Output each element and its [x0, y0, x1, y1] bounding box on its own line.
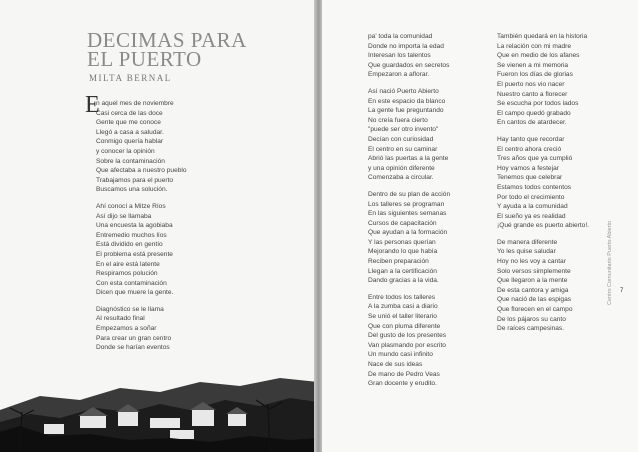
poem-line: Trabajamos para el puerto	[96, 176, 174, 184]
poem-line: El centro en su caminar	[368, 145, 438, 153]
poem-line: Y las personas querían	[368, 238, 436, 246]
stanza	[96, 202, 187, 298]
poem-line: El centro ahora creció	[497, 145, 562, 153]
poem-line: Interesan los talentos	[368, 52, 431, 60]
poem-line: Y ayuda a la comunidad	[497, 203, 568, 211]
poem-line: Yo les quise saludar	[497, 248, 556, 256]
poem-column-left	[96, 99, 187, 360]
poem-line: Empezamos a soñar	[96, 325, 157, 333]
poem-line: Hoy no les voy a cantar	[497, 258, 566, 266]
title-line-2: EL PUERTO	[87, 47, 202, 71]
poem-column-right	[497, 32, 589, 341]
poem-line: ¡Qué grande es puerto abierto!.	[497, 222, 590, 230]
poem-line: Nuestro canto a florecer	[497, 90, 568, 98]
poem-line: Así nació Puerto Abierto	[368, 87, 439, 95]
vertical-caption: Centro Comunitario Puerto Abierto	[607, 220, 613, 305]
poem-line: El sueño ya es realidad	[497, 212, 566, 220]
poem-line: Los talleres se programan	[368, 200, 445, 208]
right-page	[322, 0, 638, 452]
poem-line: Dando gracias a la vida.	[368, 277, 439, 285]
poem-line: y una opinión diferente	[368, 164, 435, 172]
poem-line: Comenzaba a circular.	[368, 174, 434, 182]
poem-line: Que florecen en el campo	[497, 306, 573, 314]
poem-line: Nace de sus ideas	[368, 361, 423, 368]
poem-line: Que ayudan a la formación	[368, 229, 448, 237]
author-name: MILTA BERNAL	[89, 73, 172, 83]
poem-line: Decían con curiosidad	[368, 135, 434, 143]
stanza	[96, 99, 187, 195]
stanza	[368, 32, 450, 80]
poem-line: pa' toda la comunidad	[368, 33, 433, 40]
poem-line: Al resultado final	[96, 315, 145, 323]
poem-line: Hay tanto que recordar	[497, 135, 565, 143]
poem-line: Que guardados en secretos	[368, 61, 450, 69]
poem-line: Abrió las puertas a la gente	[368, 155, 449, 163]
poem-line: En las siguientes semanas	[368, 210, 447, 218]
poem-line: En cantos de atardecer.	[497, 119, 567, 127]
poem-line: Respiramos polución	[96, 270, 158, 278]
poem-line: Con esta contaminación	[96, 279, 167, 287]
poem-line: Tenemos que celebrar	[497, 174, 563, 182]
poem-line: De mano de Pedro Veas	[368, 370, 440, 378]
poem-line: El puerto nos vio nacer	[497, 80, 565, 88]
poem-line: Que en medio de los afanes	[497, 52, 580, 60]
poem-line: Solo versos simplemente	[497, 267, 571, 275]
poem-line: Que nació de las espigas	[497, 296, 572, 304]
poem-line: Sobre la contaminación	[96, 157, 165, 165]
poem-line: Hoy vamos a festejar	[497, 164, 559, 172]
poem-line: Mejorando lo que había	[368, 248, 438, 256]
poem-line: La gente fue preguntando	[368, 107, 444, 115]
poem-line: Una encuesta la agobiaba	[96, 222, 173, 230]
stanza	[368, 190, 450, 286]
poem-title	[87, 28, 247, 71]
drop-cap: E	[85, 92, 100, 118]
poem-line: Que con pluma diferente	[368, 322, 441, 330]
poem-column-middle	[368, 32, 450, 396]
stanza	[368, 87, 450, 183]
page-number: 7	[620, 288, 624, 294]
poem-line: Que afectaba a nuestro pueblo	[96, 167, 187, 175]
poem-line: Que llegaron a la mente	[497, 277, 568, 285]
poem-line: Está dividido en gentío	[96, 241, 163, 249]
poem-line: Fueron los días de glorias	[497, 71, 573, 79]
poem-line: El problema está presente	[96, 250, 173, 258]
poem-line: Ahí conocí a Mitze Ríos	[96, 202, 166, 210]
poem-line: n aquel mes de noviembre	[96, 100, 174, 107]
poem-line: Dicen que muere la gente.	[96, 289, 174, 297]
poem-line: Gente que me conoce	[96, 119, 161, 127]
left-page	[0, 0, 318, 452]
title-line-1: DECIMAS PARA	[87, 28, 247, 52]
poem-line: Donde se harían eventos	[96, 344, 170, 352]
poem-line: Así dijo se llamaba	[96, 212, 152, 220]
poem-line: El campo quedó grabado	[497, 109, 571, 117]
stanza	[368, 293, 450, 389]
poem-line: Por todo el crecimiento	[497, 193, 565, 201]
poem-line: Se escucha por todos lados	[497, 100, 579, 108]
poem-line: Van plasmando por escrito	[368, 341, 446, 349]
poem-line: De raíces campesinas.	[497, 325, 565, 333]
stanza	[96, 305, 187, 353]
poem-line: Dentro de su plan de acción	[368, 190, 451, 198]
poem-line: Un mundo casi infinito	[368, 351, 433, 359]
poem-line: Para crear un gran centro	[96, 334, 172, 342]
poem-line: Conmigo quería hablar	[96, 138, 164, 146]
poem-line: No creía fuera cierto	[368, 116, 428, 124]
poem-line: Llegan a la certificación	[368, 267, 437, 275]
poem-line: Llegó a casa a saludar.	[96, 128, 164, 136]
poem-line: Buscamos una solución.	[96, 186, 168, 194]
poem-line: Gran docente y erudito.	[368, 380, 437, 388]
poem-line: Del gusto de los presentes	[368, 332, 447, 340]
stanza	[497, 238, 589, 334]
village-photo	[0, 352, 318, 452]
poem-line: y conocer la opinión	[96, 147, 155, 155]
poem-line: También quedará en la historia	[497, 33, 588, 40]
poem-line: Estamos todos contentos	[497, 183, 572, 191]
poem-line: Se unió el taller literario	[368, 313, 437, 321]
poem-line: En este espacio da blanco	[368, 97, 446, 105]
poem-line: Casi cerca de las doce	[96, 109, 163, 117]
poem-line: Cursos de capacitación	[368, 219, 437, 227]
poem-line: "puede ser otro invento"	[368, 126, 439, 134]
poem-line: De manera diferente	[497, 238, 558, 246]
poem-line: Diagnóstico se le llama	[96, 305, 164, 313]
stanza	[497, 32, 589, 128]
poem-line: De esta cantora y amiga	[497, 286, 569, 294]
poem-line: En el aire está latente	[96, 260, 160, 268]
poem-line: Entremedio muchos líos	[96, 231, 167, 239]
poem-line: A la zumba casi a diario	[368, 303, 438, 311]
poem-line: De los pájaros su canto	[497, 315, 566, 323]
poem-line: Donde no importa la edad	[368, 42, 444, 50]
poem-line: La relación con mi madre	[497, 42, 572, 50]
poem-line: Entre todos los talleres	[368, 293, 436, 301]
poem-line: Tres años que ya cumplió	[497, 155, 573, 163]
poem-line: Reciben preparación	[368, 258, 429, 266]
poem-line: Se vienen a mi memoria	[497, 61, 569, 69]
stanza	[497, 135, 589, 231]
poem-line: Empezaron a aflorar.	[368, 71, 430, 79]
